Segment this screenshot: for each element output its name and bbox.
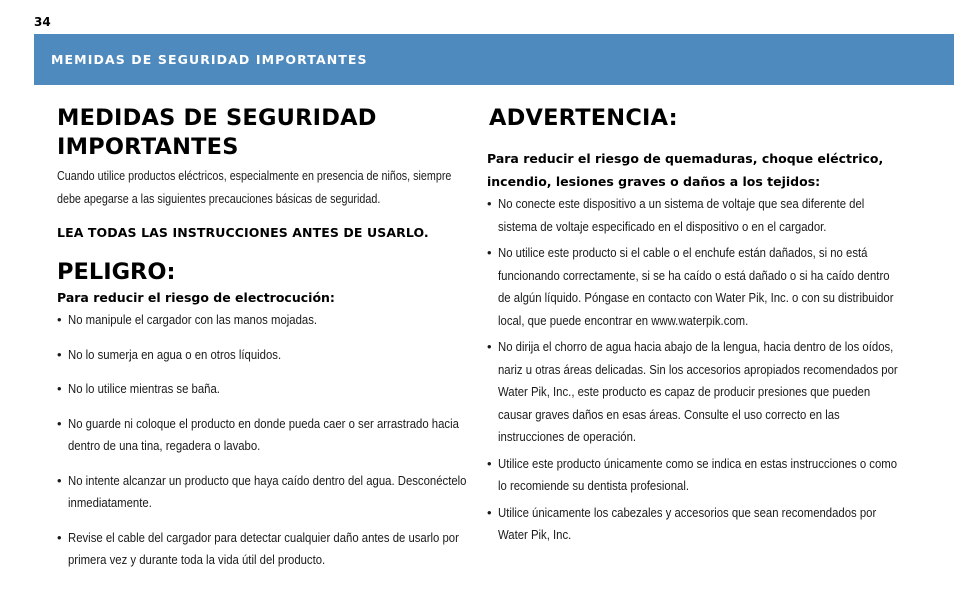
warning-heading: ADVERTENCIA: [489, 105, 678, 131]
page-title: MEDIDAS DE SEGURIDAD IMPORTANTES [57, 105, 377, 160]
danger-list [57, 309, 472, 572]
list-item: • No dirija el chorro de agua hacia abajo de la lengua, hacia dentro de los oídos, nariz u otras áreas delicadas. Sin los accesorios apropiados recomendados por Water Pik, Inc., este producto es capaz de producir presiones que pueden causar graves daños en esas áreas. Consulte el uso correcto en las instrucciones de operación. [487, 336, 907, 449]
list-item: • No intente alcanzar un producto que haya caído dentro del agua. Desconéctelo inmediatamente. [57, 470, 472, 515]
section-banner [34, 34, 954, 85]
left-column [57, 104, 472, 584]
bullet-icon: • [57, 415, 62, 431]
banner-title: MEMIDAS DE SEGURIDAD IMPORTANTES [51, 52, 368, 67]
bullet-icon: • [487, 196, 492, 211]
list-item: • Revise el cable del cargador para detectar cualquier daño antes de usarlo por primera vez y durante toda la vida útil del producto. [57, 527, 472, 572]
warning-subheading: Para reducir el riesgo de quemaduras, choque eléctrico, incendio, lesiones graves o daños a los tejidos: [487, 151, 884, 189]
bullet-icon: • [57, 346, 62, 362]
list-item: • No manipule el cargador con las manos mojadas. [57, 309, 472, 332]
warning-list [487, 193, 907, 547]
list-item: • Utilice únicamente los cabezales y accesorios que sean recomendados por Water Pik, Inc. [487, 502, 907, 547]
bullet-icon: • [57, 312, 62, 327]
list-item: • No conecte este dispositivo a un sistema de voltaje que sea diferente del sistema de voltaje especificado en el dispositivo o en el cargador. [487, 193, 907, 238]
bullet-icon: • [57, 472, 62, 488]
bullet-icon: • [487, 339, 492, 354]
list-item: • No lo sumerja en agua o en otros líquidos. [57, 344, 472, 367]
right-column [487, 104, 907, 551]
page-number: 34 [34, 15, 51, 29]
list-item: • Utilice este producto únicamente como se indica en estas instrucciones o como lo recomiende su dentista profesional. [487, 453, 907, 498]
danger-heading: PELIGRO: [57, 259, 176, 285]
list-item: • No utilice este producto si el cable o el enchufe están dañados, si no está funcionando correctamente, si se ha caído o está dañado o si ha caído dentro de algún líquido. Póngase en contacto con Water Pik, Inc. o con su distribuidor local, que puede encontrar en www.waterpik.com. [487, 242, 907, 332]
bullet-icon: • [487, 504, 492, 520]
bullet-icon: • [487, 245, 492, 260]
danger-subheading: Para reducir el riesgo de electrocución: [57, 290, 335, 305]
read-all-notice: LEA TODAS LAS INSTRUCCIONES ANTES DE USARLO. [57, 225, 429, 240]
bullet-icon: • [487, 455, 492, 471]
bullet-icon: • [57, 529, 62, 545]
list-item: • No lo utilice mientras se baña. [57, 378, 472, 401]
list-item: • No guarde ni coloque el producto en donde pueda caer o ser arrastrado hacia dentro de una tina, regadera o lavabo. [57, 413, 472, 458]
intro-paragraph: Cuando utilice productos eléctricos, especialmente en presencia de niños, siempre debe apegarse a las siguientes precauciones básicas de seguridad. [57, 169, 452, 206]
bullet-icon: • [57, 381, 62, 396]
